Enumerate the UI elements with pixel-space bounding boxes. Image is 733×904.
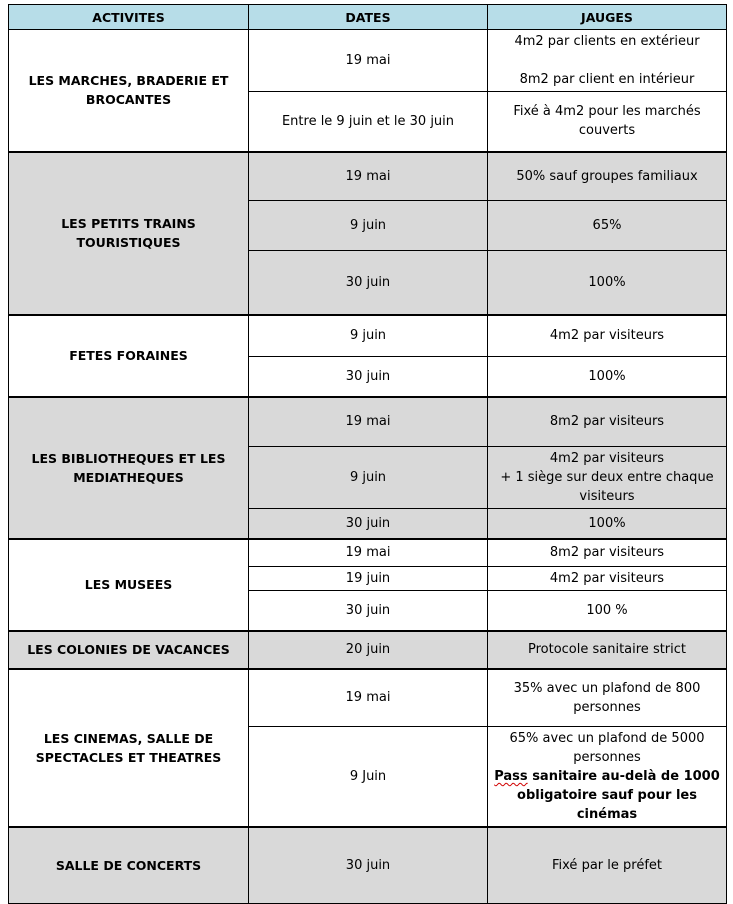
date-cell: Entre le 9 juin et le 30 juin — [249, 92, 488, 152]
activity-musees: LES MUSEES — [9, 539, 249, 631]
date-cell: 9 juin — [249, 447, 488, 509]
date-cell: 19 juin — [249, 567, 488, 591]
date-cell: 30 juin — [249, 251, 488, 315]
jauge-cell: 4m2 par visiteurs — [488, 567, 727, 591]
table-row — [9, 669, 727, 727]
activity-marches: LES MARCHES, BRADERIE ET BROCANTES — [9, 30, 249, 152]
jauge-cell: Fixé par le préfet — [488, 827, 727, 903]
header-activites: ACTIVITES — [9, 5, 249, 30]
jauge-cell: 100% — [488, 509, 727, 539]
jauge-cell: 100% — [488, 251, 727, 315]
jauge-cell: 100 % — [488, 591, 727, 631]
date-cell: 30 juin — [249, 591, 488, 631]
date-cell: 9 Juin — [249, 727, 488, 828]
activities-table — [8, 4, 727, 904]
pass-word: Pass — [494, 769, 528, 784]
jauge-cell — [488, 727, 727, 828]
jauge-cell: 8m2 par visiteurs — [488, 539, 727, 567]
jauge-cell: 8m2 par visiteurs — [488, 397, 727, 447]
table-row — [9, 397, 727, 447]
jauge-cell: 100% — [488, 357, 727, 397]
date-cell: 19 mai — [249, 30, 488, 92]
jauge-cell: Protocole sanitaire strict — [488, 631, 727, 669]
activity-fetes: FETES FORAINES — [9, 315, 249, 397]
jauge-text: 65% avec un plafond de 5000 personnes — [509, 731, 705, 765]
header-jauges: JAUGES — [488, 5, 727, 30]
date-cell: 20 juin — [249, 631, 488, 669]
jauge-cell: 4m2 par visiteurs + 1 siège sur deux entre chaque visiteurs — [488, 447, 727, 509]
jauge-cell: 35% avec un plafond de 800 personnes — [488, 669, 727, 727]
header-row — [9, 5, 727, 30]
pass-sanitaire-note — [494, 767, 720, 824]
date-cell: 30 juin — [249, 827, 488, 903]
activity-trains: LES PETITS TRAINS TOURISTIQUES — [9, 152, 249, 315]
jauge-cell: 4m2 par visiteurs — [488, 315, 727, 357]
table-row — [9, 152, 727, 201]
date-cell: 19 mai — [249, 152, 488, 201]
jauge-cell: 65% — [488, 201, 727, 251]
date-cell: 9 juin — [249, 201, 488, 251]
header-dates: DATES — [249, 5, 488, 30]
table-row — [9, 315, 727, 357]
activity-concerts: SALLE DE CONCERTS — [9, 827, 249, 903]
table-row — [9, 539, 727, 567]
pass-rest: sanitaire au-delà de 1000 obligatoire sauf pour les cinémas — [517, 769, 720, 822]
date-cell: 30 juin — [249, 357, 488, 397]
jauge-cell: Fixé à 4m2 pour les marchés couverts — [488, 92, 727, 152]
date-cell: 19 mai — [249, 397, 488, 447]
table-row — [9, 827, 727, 903]
table-row — [9, 631, 727, 669]
date-cell: 9 juin — [249, 315, 488, 357]
jauge-cell: 50% sauf groupes familiaux — [488, 152, 727, 201]
activity-biblio: LES BIBLIOTHEQUES ET LES MEDIATHEQUES — [9, 397, 249, 539]
activity-cinemas: LES CINEMAS, SALLE DE SPECTACLES ET THEATRES — [9, 669, 249, 828]
activity-colonies: LES COLONIES DE VACANCES — [9, 631, 249, 669]
date-cell: 30 juin — [249, 509, 488, 539]
date-cell: 19 mai — [249, 539, 488, 567]
jauge-cell: 4m2 par clients en extérieur 8m2 par client en intérieur — [488, 30, 727, 92]
table-row — [9, 30, 727, 92]
date-cell: 19 mai — [249, 669, 488, 727]
